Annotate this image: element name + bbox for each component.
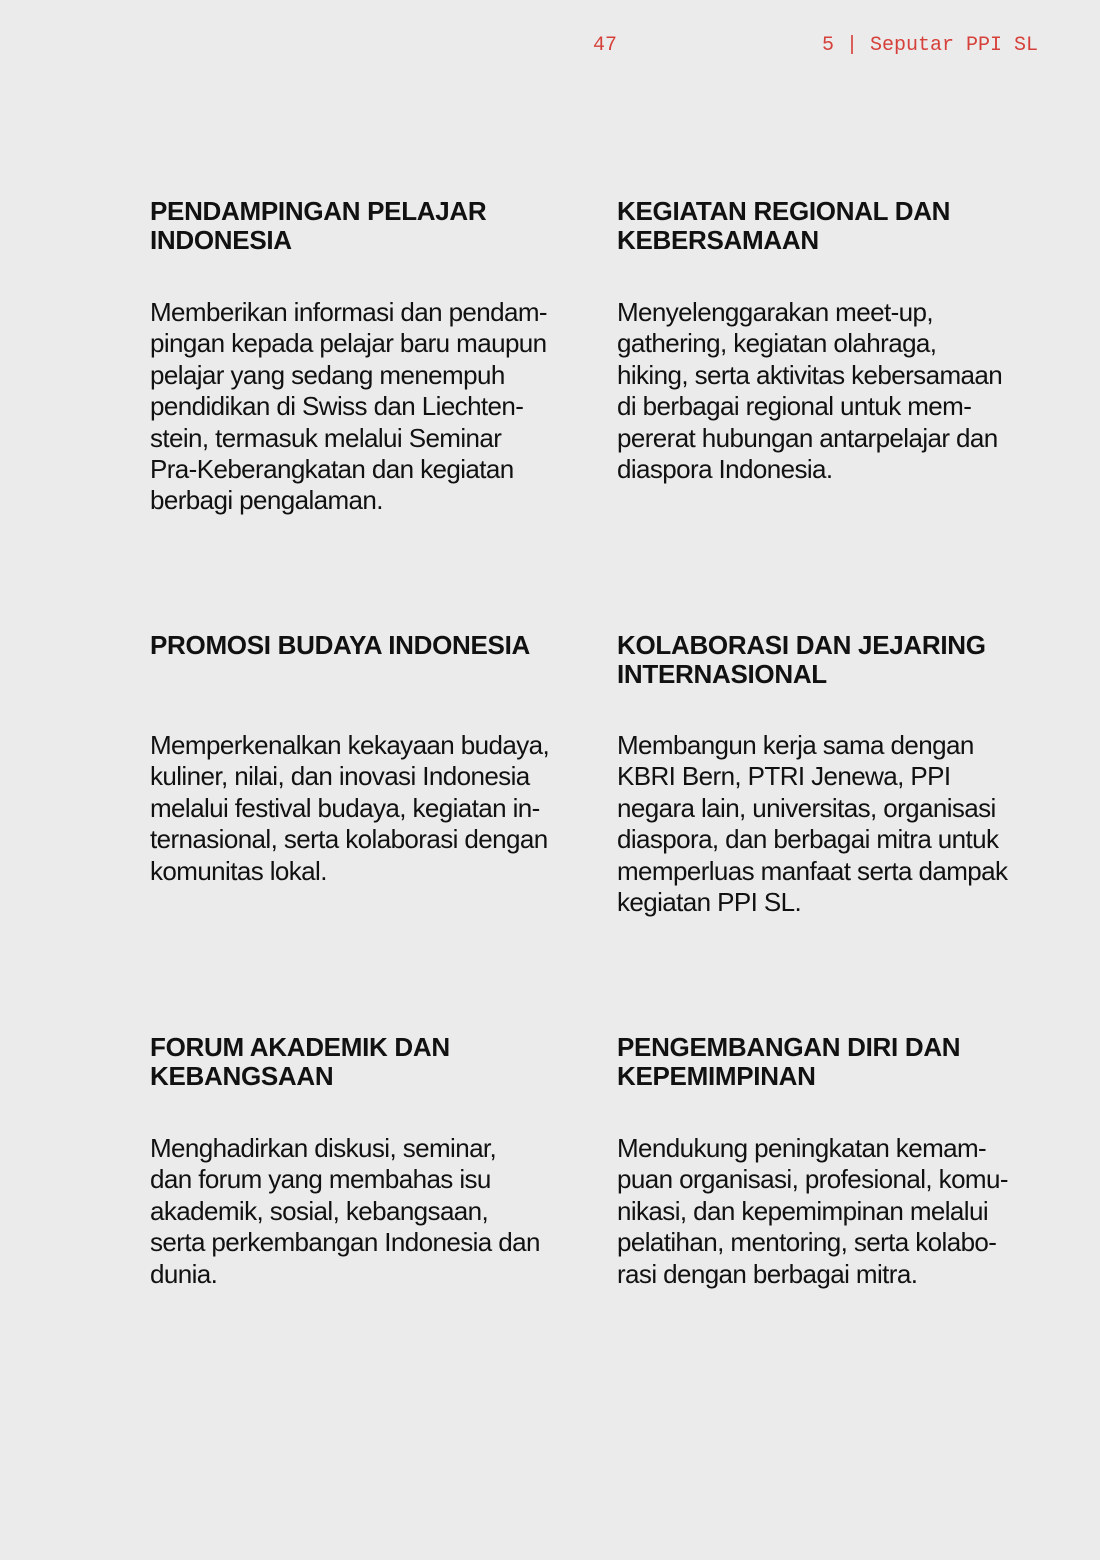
block-kegiatan-regional (617, 196, 1057, 485)
body-line: hiking, serta aktivitas kebersamaan (617, 359, 1003, 390)
body-line: komunitas lokal. (150, 855, 327, 886)
body-line: berbagi pengalaman. (150, 485, 383, 516)
block-pendampingan-pelajar (150, 196, 590, 516)
body-line: serta perkembangan Indonesia dan (150, 1227, 540, 1258)
block-kolaborasi-jejaring (617, 630, 1057, 918)
block-title (150, 1033, 590, 1091)
body-line: pelatihan, mentoring, serta kolabo- (617, 1227, 997, 1258)
block-body (617, 730, 1057, 918)
block-body (150, 730, 590, 887)
body-line: Menghadirkan diskusi, seminar, (150, 1133, 497, 1163)
body-line: kegiatan PPI SL. (617, 887, 802, 918)
body-line: Memberikan informasi dan pendam- (150, 297, 547, 327)
body-line: di berbagai regional untuk mem- (617, 391, 972, 422)
block-body (150, 297, 590, 517)
block-title (617, 197, 1057, 255)
body-line: pererat hubungan antarpelajar dan (617, 422, 998, 453)
block-promosi-budaya (150, 630, 590, 886)
block-title-line: KOLABORASI DAN JEJARING (617, 630, 986, 660)
body-line: dan forum yang membahas isu (150, 1164, 491, 1195)
page-number: 47 (593, 34, 618, 57)
body-line: ternasional, serta kolaborasi dengan (150, 824, 548, 855)
block-title-line: PENGEMBANGAN DIRI DAN (617, 1032, 961, 1062)
block-title-line: KEPEMIMPINAN (617, 1061, 816, 1091)
body-line: rasi dengan berbagai mitra. (617, 1258, 918, 1289)
body-line: pelajar yang sedang menempuh (150, 359, 505, 390)
body-line: Membangun kerja sama dengan (617, 730, 974, 760)
block-pengembangan-diri (617, 1032, 1057, 1289)
block-body (617, 297, 1057, 485)
body-line: pingan kepada pelajar baru maupun (150, 328, 547, 359)
block-title (617, 1033, 1057, 1091)
block-title-line: KEGIATAN REGIONAL DAN (617, 196, 951, 226)
block-title-line: PROMOSI BUDAYA INDONESIA (150, 630, 530, 660)
body-line: negara lain, universitas, organisasi (617, 792, 996, 823)
block-title (617, 631, 1057, 689)
body-line: dunia. (150, 1258, 218, 1289)
block-forum-akademik (150, 1032, 590, 1289)
block-title-line: KEBANGSAAN (150, 1061, 334, 1091)
block-title (150, 197, 590, 255)
body-line: nikasi, dan kepemimpinan melalui (617, 1195, 989, 1226)
body-line: Menyelenggarakan meet-up, (617, 297, 933, 327)
body-line: melalui festival budaya, kegiatan in- (150, 792, 540, 823)
body-line: stein, termasuk melalui Seminar (150, 422, 502, 453)
body-line: pendidikan di Swiss dan Liechten- (150, 391, 524, 422)
body-line: Mendukung peningkatan kemam- (617, 1133, 987, 1163)
body-line: diaspora, dan berbagai mitra untuk (617, 824, 999, 855)
body-line: Memperkenalkan kekayaan budaya, (150, 730, 550, 760)
block-title-line: PENDAMPINGAN PELAJAR (150, 196, 487, 226)
block-title-line: INDONESIA (150, 225, 292, 255)
block-title-line: KEBERSAMAAN (617, 225, 819, 255)
body-line: Pra-Keberangkatan dan kegiatan (150, 454, 514, 485)
block-title (150, 631, 590, 660)
body-line: puan organisasi, profesional, komu- (617, 1164, 1008, 1195)
block-body (150, 1133, 590, 1290)
body-line: akademik, sosial, kebangsaan, (150, 1195, 489, 1226)
body-line: gathering, kegiatan olahraga, (617, 328, 937, 359)
block-body (617, 1133, 1057, 1290)
body-line: diaspora Indonesia. (617, 454, 833, 485)
block-title-line: FORUM AKADEMIK DAN (150, 1032, 450, 1062)
body-line: kuliner, nilai, dan inovasi Indonesia (150, 761, 530, 792)
body-line: KBRI Bern, PTRI Jenewa, PPI (617, 761, 951, 792)
body-line: memperluas manfaat serta dampak (617, 855, 1008, 886)
block-title-line: INTERNASIONAL (617, 659, 827, 689)
section-label: 5 | Seputar PPI SL (822, 34, 1039, 57)
